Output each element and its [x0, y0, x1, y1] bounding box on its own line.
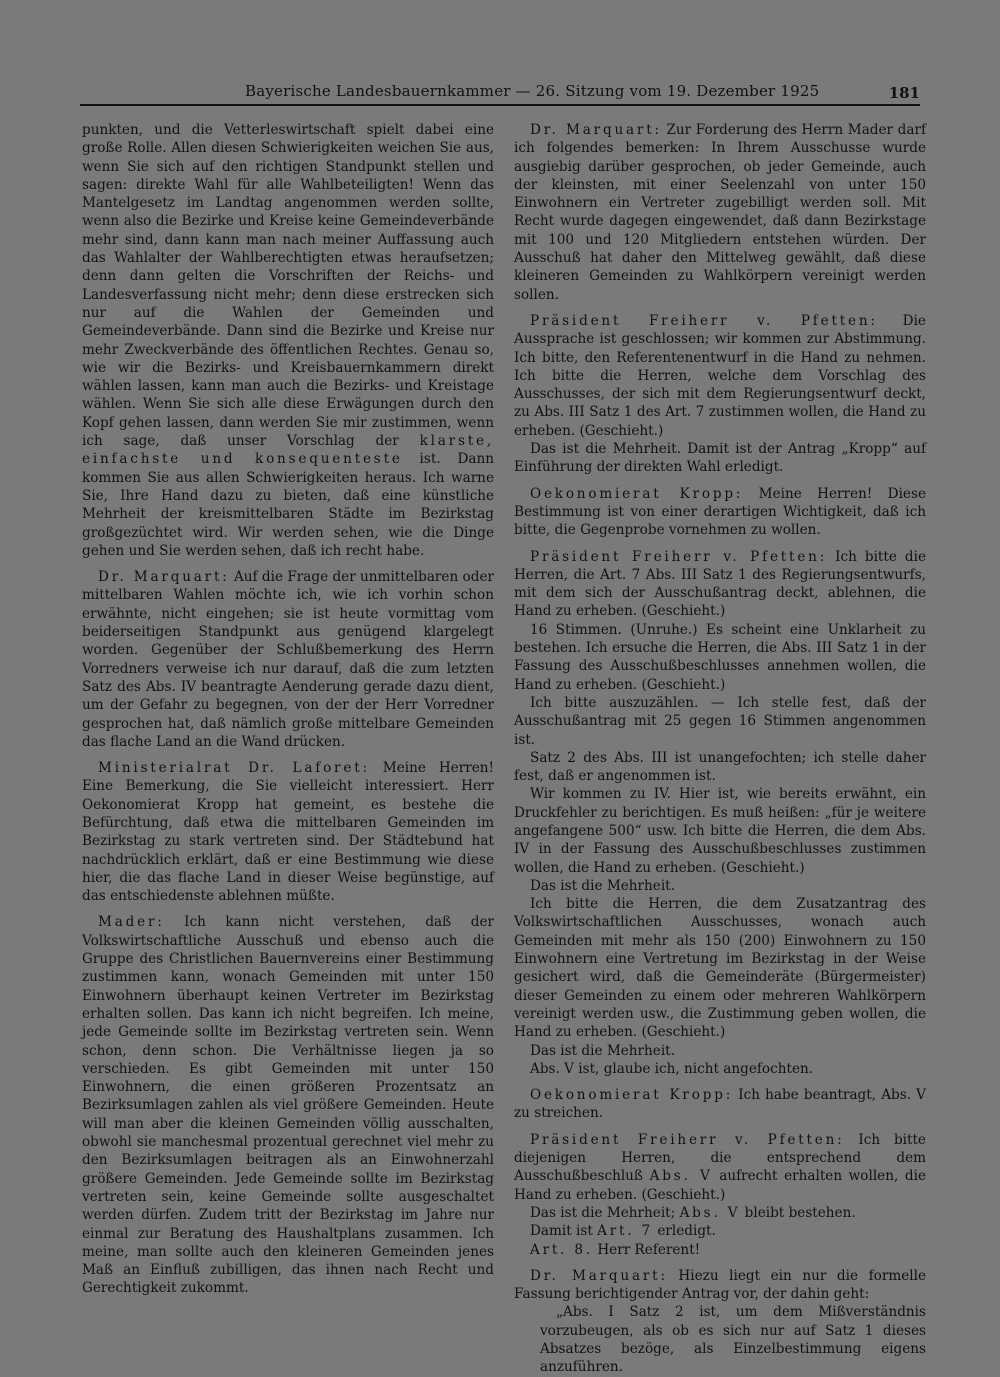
speaker-name: Ministerialrat Dr. Laforet: — [98, 760, 370, 777]
speech-paragraph — [514, 548, 926, 621]
speech-paragraph — [514, 1267, 926, 1304]
speaker-name: Dr. Marquart: — [530, 122, 662, 138]
header-title: Bayerische Landesbauernkammer — 26. Sitzung vom 19. Dezember 1925 — [245, 82, 820, 100]
paragraph-text: Auf die Frage der unmittelbaren oder mittelbaren Wahlen möchte ich, wie ich vorhin schon erwähnte, nicht eingehen; sie ist heute vormittag vom beiderseitigen Standpunkt aus genügend klargelegt worden. Gegenüber der Schlußbemerkung des Herrn Vorredners verweise ich nur darauf, daß die zum letzten Satz des Abs. IV beantragte Aenderung gerade dazu dient, um der Gefahr zu begegnen, von der der Herr Vorredner gesprochen hat, daß nämlich große mittelbare Gemeinden das flache Land an die Wand drücken. — [82, 569, 494, 750]
paragraph-text: Die Aussprache ist geschlossen; wir kommen zur Abstimmung. Ich bitte, den Referentenentwurf in die Hand zu nehmen. Ich bitte die Herren, welche dem Vorschlag des Ausschusses, der sich mit dem Regierungsentwurf deckt, zu Abs. III Satz 1 des Art. 7 zustimmen wollen, die Hand zu erheben. (Geschieht.) — [514, 312, 926, 439]
paragraph — [82, 121, 494, 560]
paragraph — [514, 1241, 926, 1259]
speech-paragraph — [514, 1086, 926, 1123]
speech-paragraph — [82, 913, 494, 1297]
paragraph-text: Hiezu liegt ein nur die formelle Fassung berichtigender Antrag vor, der dahin geht: — [514, 1267, 926, 1303]
paragraph-text: Das ist die Mehrheit; — [530, 1204, 680, 1221]
speaker-name: Dr. Marquart: — [98, 569, 230, 586]
paragraph: Ich bitte auszuzählen. — Ich stelle fest, daß der Ausschußantrag mit 25 gegen 16 Stimmen angenommen ist. — [514, 694, 926, 748]
paragraph-text: Ich habe beantragt, Abs. V zu streichen. — [514, 1087, 926, 1122]
quoted-motion: „Abs. I Satz 2 ist, um dem Mißverständnis vorzubeugen, als ob es sich nur auf Satz 1 dieses Absatzes bezöge, als Einzelbestimmung eigens anzuführen. — [540, 1304, 926, 1376]
paragraph-text: punkten, und die Vetterleswirtschaft spielt dabei eine große Rolle. Allen diesen Schwierigkeiten weichen Sie aus, wenn Sie sich auf den richtigen Standpunkt stellen und sagen: direkte Wahl für alle Wahlbeteiligten! Wenn das Mantelgesetz im Landtag angenommen werden sollte, wenn also die Bezirke und Kreise keine Gemeindeverbände mehr sind, dann kann man nach meiner Auffassung auch das Wahlalter der Wahlberechtigten etwas heraufsetzen; denn dann gelten die Vorschriften der Reichs- und Landesverfassung nicht mehr; denn diese erstrecken sich nur auf die Wahlen der Gemeinden und Gemeindeverbände. Dann sind die Bezirke und Kreise nur mehr Zweckverbände des öffentlichen Rechtes. Genau so, wie wir die Bezirks- und Kreisbauernkammern direkt wählen lassen, kann man auch die Bezirks- und Kreistage wählen. Wenn Sie sich alle diese Erwägungen durch den Kopf gehen lassen, dann werden Sie mir zustimmen, wenn ich sage, daß unser Vorschlag der — [82, 122, 494, 450]
paragraph-text: Damit ist — [530, 1223, 598, 1240]
spaced-emphasis: Abs. V — [679, 1204, 741, 1221]
paragraph: Abs. V ist, glaube ich, nicht angefochten. — [530, 1060, 814, 1077]
speaker-name: Präsident Freiherr v. Pfetten: — [530, 1131, 845, 1148]
paragraph — [514, 1222, 926, 1240]
spaced-emphasis: klarste, einfachste und konsequenteste — [82, 433, 494, 468]
speech-paragraph — [514, 1131, 926, 1204]
paragraph-text: erledigt. — [653, 1223, 716, 1240]
speaker-name: Präsident Freiherr v. Pfetten: — [530, 548, 828, 565]
paragraph — [514, 1204, 926, 1222]
paragraph: Das ist die Mehrheit. — [530, 877, 675, 894]
spaced-emphasis: Art. 8. — [530, 1241, 593, 1258]
paragraph-text: aufrecht erhalten wollen, die Hand zu erheben. (Geschieht.) — [514, 1168, 926, 1203]
paragraph-text: Ich bitte diejenigen Herren, die entsprechend dem Ausschußbeschluß — [514, 1131, 926, 1185]
paragraph-text: Zur Forderung des Herrn Mader darf ich folgendes bemerken: In Ihrem Ausschusse wurde ausgiebig darüber gesprochen, ob jeder Gemeinde, auch der kleinsten, mit einer Seelenzahl von unter 150 Einwohnern ein Vertreter zugebilligt werden soll. Mit Recht wurde dagegen eingewendet, daß dann Bezirkstage mit 100 und 120 Mitgliedern entstehen würden. Der Ausschuß hat daher den Mittelweg gewählt, daß diese kleineren Gemeinden zu Wahlkörpern vereinigt werden sollen. — [514, 122, 926, 303]
spaced-emphasis: Abs. V — [649, 1168, 713, 1185]
spaced-emphasis: Art. 7 — [597, 1223, 654, 1240]
paragraph: Das ist die Mehrheit. — [530, 1042, 675, 1059]
paragraph: Das ist die Mehrheit. Damit ist der Antrag „Kropp“ auf Einführung der direkten Wahl erledigt. — [514, 441, 926, 476]
speaker-name: Oekonomierat Kropp: — [530, 1087, 734, 1104]
speaker-name: Oekonomierat Kropp: — [530, 485, 744, 502]
speech-paragraph — [82, 568, 494, 751]
speech-paragraph — [514, 485, 926, 540]
right-column — [514, 121, 926, 1377]
speech-paragraph — [514, 121, 926, 304]
paragraph: 16 Stimmen. (Unruhe.) Es scheint eine Unklarheit zu bestehen. Ich ersuche die Herren, die Abs. III Satz 1 in der Fassung des Ausschußbeschlusses annehmen wollen, die Hand zu erheben. (Geschieht.) — [514, 621, 926, 693]
speaker-name: Dr. Marquart: — [530, 1267, 668, 1284]
speech-paragraph — [82, 759, 494, 905]
running-header — [80, 80, 920, 106]
paragraph: Satz 2 des Abs. III ist unangefochten; ich stelle daher fest, daß er angenommen ist. — [514, 749, 926, 785]
paragraph: Ich bitte die Herren, die dem Zusatzantrag des Volkswirtschaftlichen Ausschusses, wonach auch Gemeinden mit mehr als 150 (200) Einwohnern zu 150 Einwohnern eine Vertretung im Bezirkstag in der Weise gesichert wird, daß die Gemeinderäte (Bürgermeister) dieser Gemeinden zu einem oder mehreren Wahlkörpern vereinigt werden usw., die Zustimmung geben wollen, die Hand zu erheben. (Geschieht.) — [514, 896, 926, 1041]
page-number: 181 — [888, 84, 920, 102]
paragraph-text: Ich bitte die Herren, die Art. 7 Abs. III Satz 1 des Regierungsentwurfs, mit dem sich der Ausschußantrag deckt, ablehnen, die Hand zu erheben. (Geschieht.) — [514, 548, 926, 620]
paragraph-text: bleibt bestehen. — [740, 1204, 856, 1221]
speaker-name: Präsident Freiherr v. Pfetten: — [530, 312, 878, 329]
paragraph: Wir kommen zu IV. Hier ist, wie bereits erwähnt, ein Druckfehler zu berichtigen. Es muß heißen: „für je weitere angefangene 500“ usw. Ich bitte die Herren, die dem Abs. IV in der Fassung des Ausschußbeschlusses zustimmen wollen, die Hand zu erheben. (Geschieht.) — [514, 786, 926, 876]
speech-paragraph — [514, 312, 926, 440]
paragraph-text: Ich kann nicht verstehen, daß der Volkswirtschaftliche Ausschuß und ebenso auch die Gruppe des Christlichen Bauernvereins einer Bestimmung zustimmen kann, wonach Gemeinden mit unter 150 Einwohnern überhaupt keinen Vertreter im Bezirkstag erhalten sollen. Das kann ich nicht begreifen. Ich meine, jede Gemeinde sollte im Bezirkstag vertreten sein. Wenn schon, denn schon. Die Verhältnisse liegen ja so verschieden. Es gibt Gemeinden mit unter 150 Einwohnern, die einen größeren Prozentsatz an Bezirksumlagen zahlen als viel größere Gemeinden. Heute will man aber die kleinen Gemeinden völlig ausschalten, obwohl sie manchesmal prozentual gerechnet viel mehr zu den Bezirksumlagen beitragen als an Einwohnerzahl größere Gemeinden. Jede Gemeinde sollte im Bezirkstag vertreten sein, keine Gemeinde sollte ausgeschaltet werden dürfen. Zudem tritt der Bezirkstag im Jahre nur einmal zur Beratung des Haushaltplans zusammen. Ich meine, man sollte auch den kleineren Gemeinden jenes Maß an Einfluß zubilligen, das ihnen nach Recht und Gerechtigkeit zukommt. — [82, 914, 494, 1297]
paragraph-text: ist. Dann kommen Sie aus allen Schwierigkeiten heraus. Ich warne Sie, Ihre Hand dazu zu bieten, daß eine künstliche Mehrheit der kreismittelbaren Städte im Bezirkstag großgezüchtet wird. Wir werden sehen, wie die Dinge gehen und Sie werden sehen, daß ich recht habe. — [82, 451, 494, 559]
speaker-name: Mader: — [98, 914, 165, 931]
paragraph-text: Meine Herren! Eine Bemerkung, die Sie vielleicht interessiert. Herr Oekonomierat Kropp hat gemeint, es bestehe die Befürchtung, daß etwa die mittelbaren Gemeinden im Bezirkstag zu stark vertreten sind. Der Städtebund hat nachdrücklich erklärt, daß er eine Bestimmung wie diese hier, die das flache Land in dieser Weise begünstige, auf das entschiedenste ablehnen müßte. — [82, 760, 494, 905]
paragraph-text: Meine Herren! Diese Bestimmung ist von einer derartigen Wichtigkeit, daß ich bitte, die Gegenprobe vornehmen zu wollen. — [514, 485, 926, 539]
left-column — [82, 121, 494, 1306]
paragraph-text: Herr Referent! — [593, 1241, 701, 1258]
